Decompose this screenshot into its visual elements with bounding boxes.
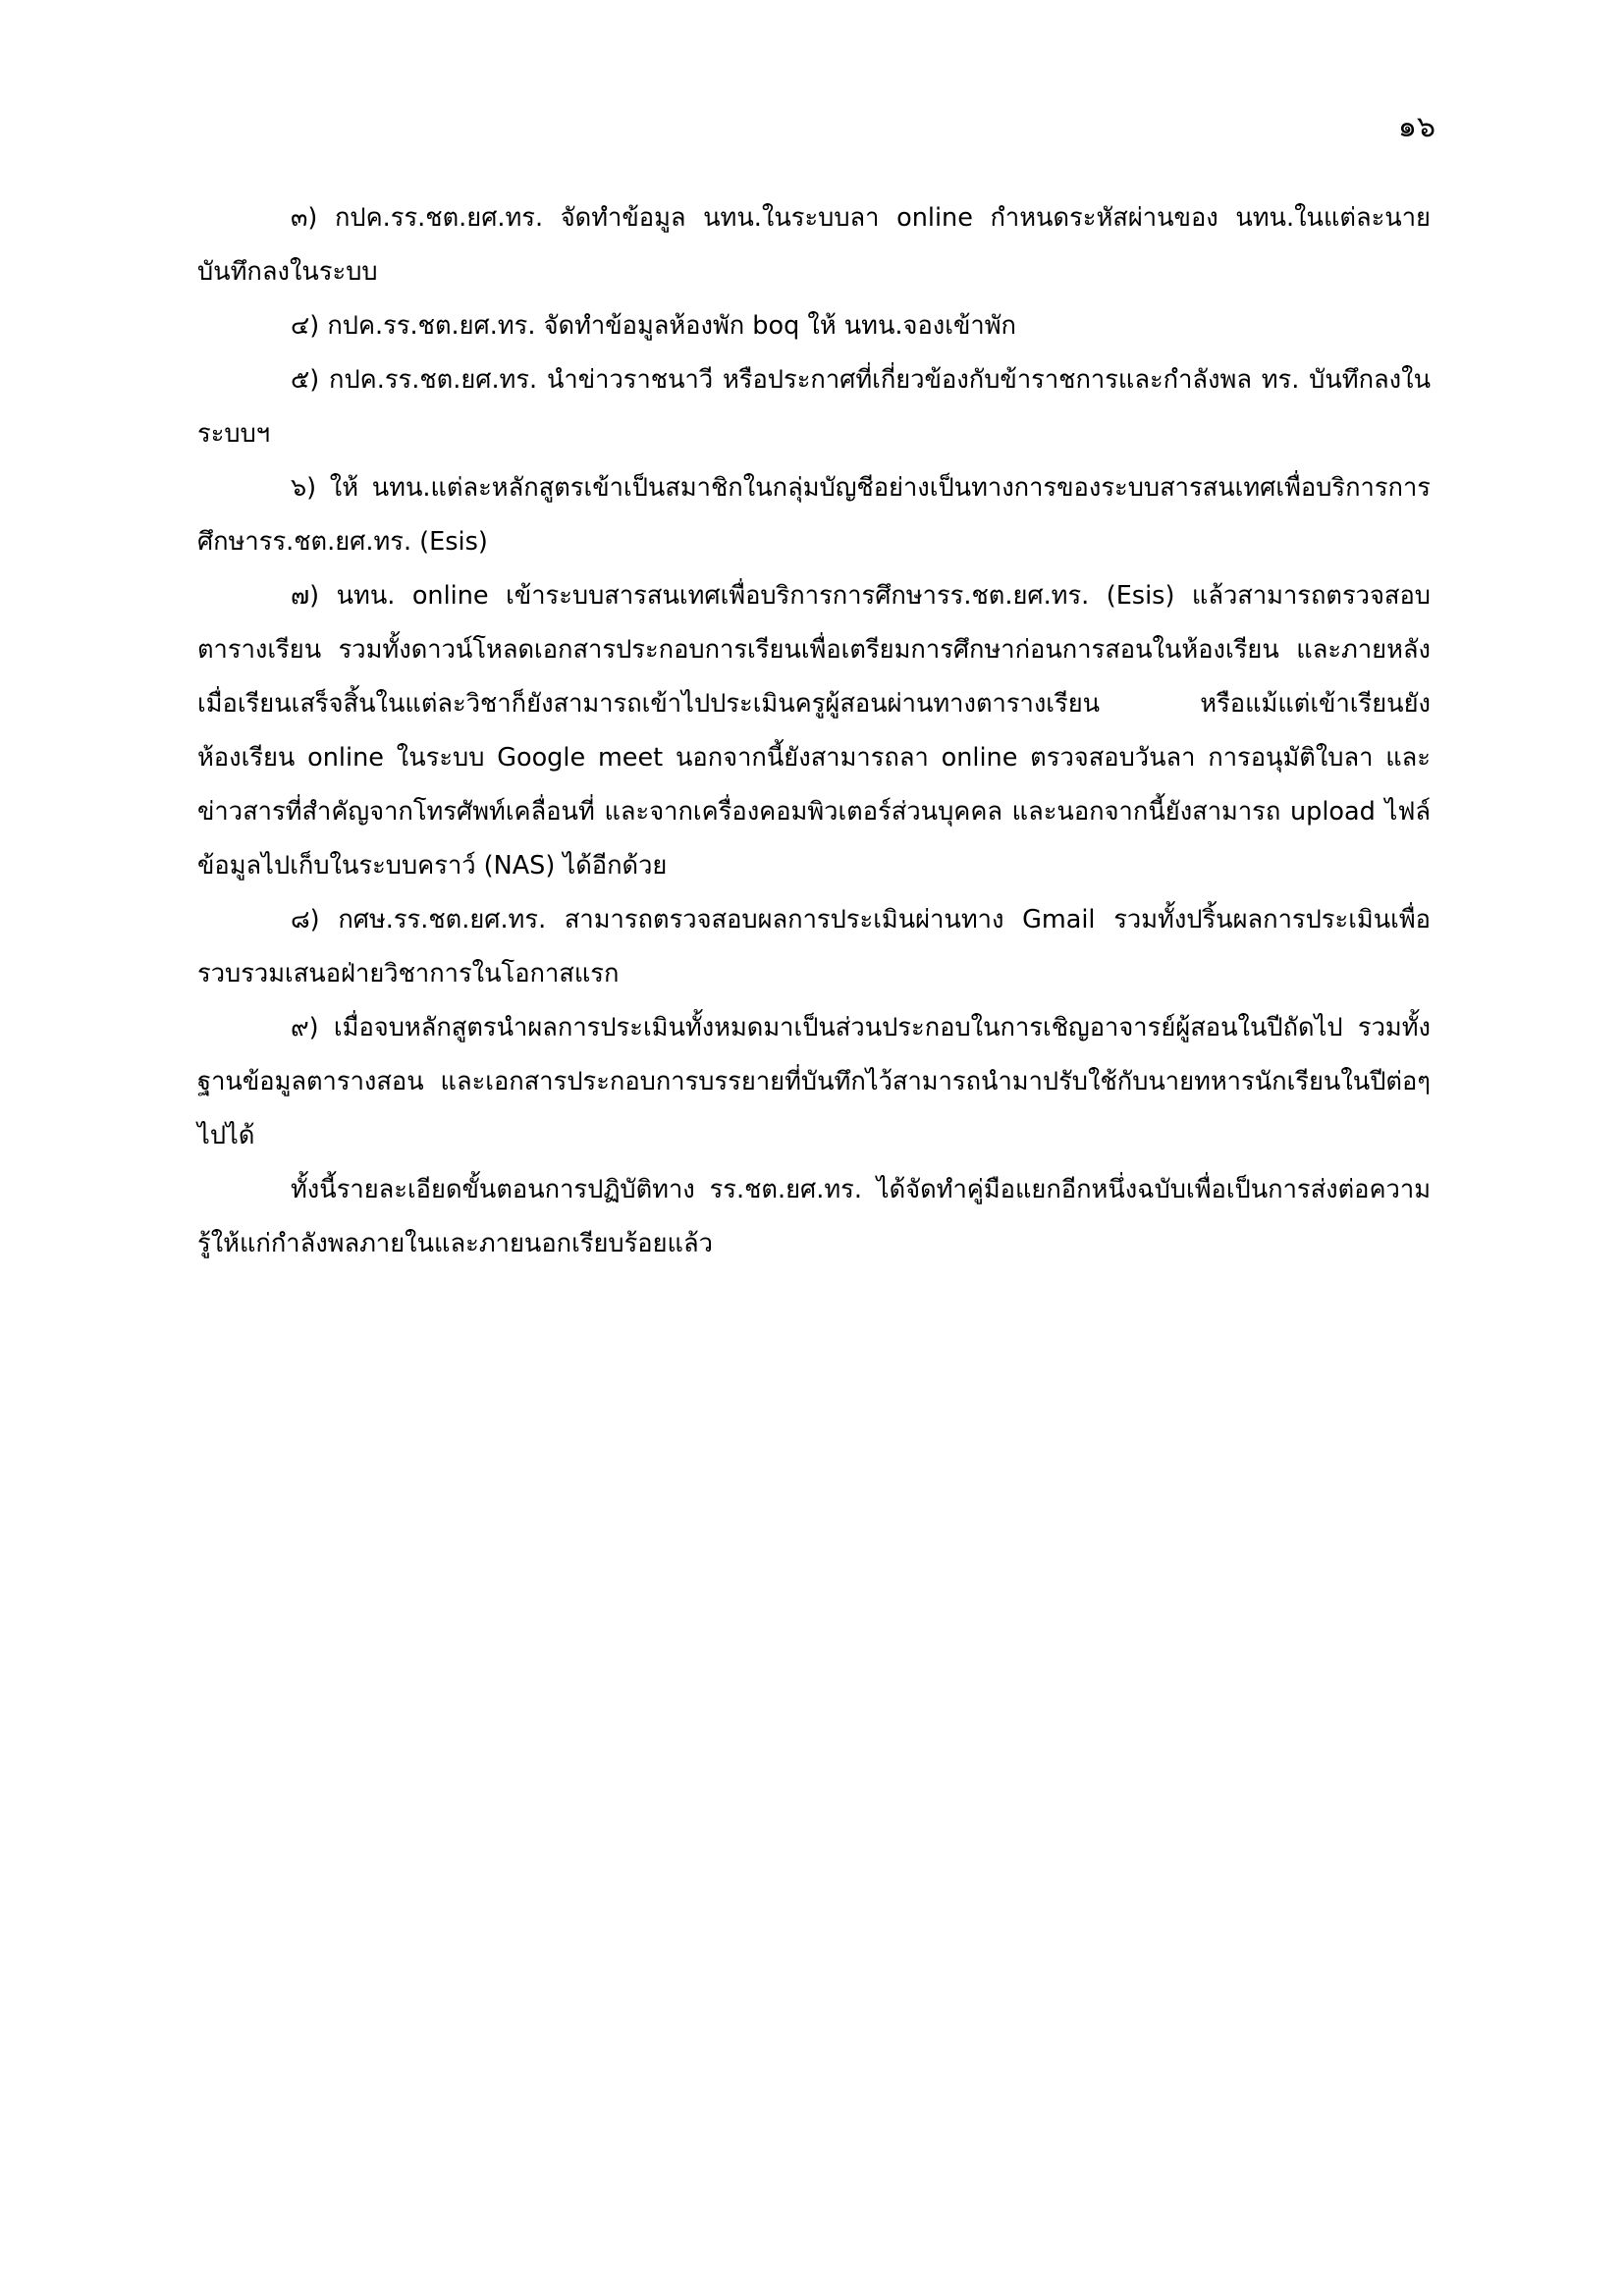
paragraph-item-8: ๘) กศษ.รร.ชต.ยศ.ทร. สามารถตรวจสอบผลการประเมินผ่านทาง Gmail รวมทั้งปริ้นผลการประเมินเพื่อรวบรวมเสนอฝ่ายวิชาการในโอกาสแรก (197, 905, 1431, 988)
paragraph-item-6: ๖) ให้ นทน.แต่ละหลักสูตรเข้าเป็นสมาชิกในกลุ่มบัญชีอย่างเป็นทางการของระบบสารสนเทศเพื่อบริการการศึกษารร.ชต.ยศ.ทร. (Esis) (197, 473, 1431, 557)
paragraph-item-4: ๔) กปค.รร.ชต.ยศ.ทร. จัดทำข้อมูลห้องพัก boq ให้ นทน.จองเข้าพัก (291, 311, 1016, 341)
page-number: ๑๖ (1397, 110, 1435, 144)
paragraph-item-9: ๙) เมื่อจบหลักสูตรนำผลการประเมินทั้งหมดมาเป็นส่วนประกอบในการเชิญอาจารย์ผู้สอนในปีถัดไป รวมทั้งฐานข้อมูลตารางสอน และเอกสารประกอบการบรรยายที่บันทึกไว้สามารถนำมาปรับใช้กับนายทหารนักเรียนในปีต่อๆไปได้ (197, 1013, 1431, 1150)
paragraph-item-3: ๓) กปค.รร.ชต.ยศ.ทร. จัดทำข้อมูล นทน.ในระบบลา online กำหนดระหัสผ่านของ นทน.ในแต่ละนายบันทึกลงในระบบ (197, 203, 1431, 287)
document-body (197, 191, 1431, 1271)
paragraph-item-7: ๗) นทน. online เข้าระบบสารสนเทศเพื่อบริการการศึกษารร.ชต.ยศ.ทร. (Esis) แล้วสามารถตรวจสอบตารางเรียน รวมทั้งดาวน์โหลดเอกสารประกอบการเรียนเพื่อเตรียมการศึกษาก่อนการสอนในห้องเรียน และภายหลังเมื่อเรียนเสร็จสิ้นในแต่ละวิชาก็ยังสามารถเข้าไปประเมินครูผู้สอนผ่านทางตารางเรียน หรือแม้แต่เข้าเรียนยังห้องเรียน online ในระบบ Google meet นอกจากนี้ยังสามารถลา online ตรวจสอบวันลา การอนุมัติใบลา และข่าวสารที่สำคัญจากโทรศัพท์เคลื่อนที่ และจากเครื่องคอมพิวเตอร์ส่วนบุคคล และนอกจากนี้ยังสามารถ upload ไฟล์ข้อมูลไปเก็บในระบบคราว์ (NAS) ได้อีกด้วย (197, 581, 1431, 881)
paragraph-summary: ทั้งนี้รายละเอียดขั้นตอนการปฏิบัติทาง รร.ชต.ยศ.ทร. ได้จัดทำคู่มือแยกอีกหนึ่งฉบับเพื่อเป็นการส่งต่อความรู้ให้แก่กำลังพลภายในและภายนอกเรียบร้อยแล้ว (197, 1175, 1431, 1258)
paragraph-item-5: ๕) กปค.รร.ชต.ยศ.ทร. นำข่าวราชนาวี หรือประกาศที่เกี่ยวข้องกับข้าราชการและกำลังพล ทร. บันทึกลงในระบบฯ (197, 365, 1431, 449)
